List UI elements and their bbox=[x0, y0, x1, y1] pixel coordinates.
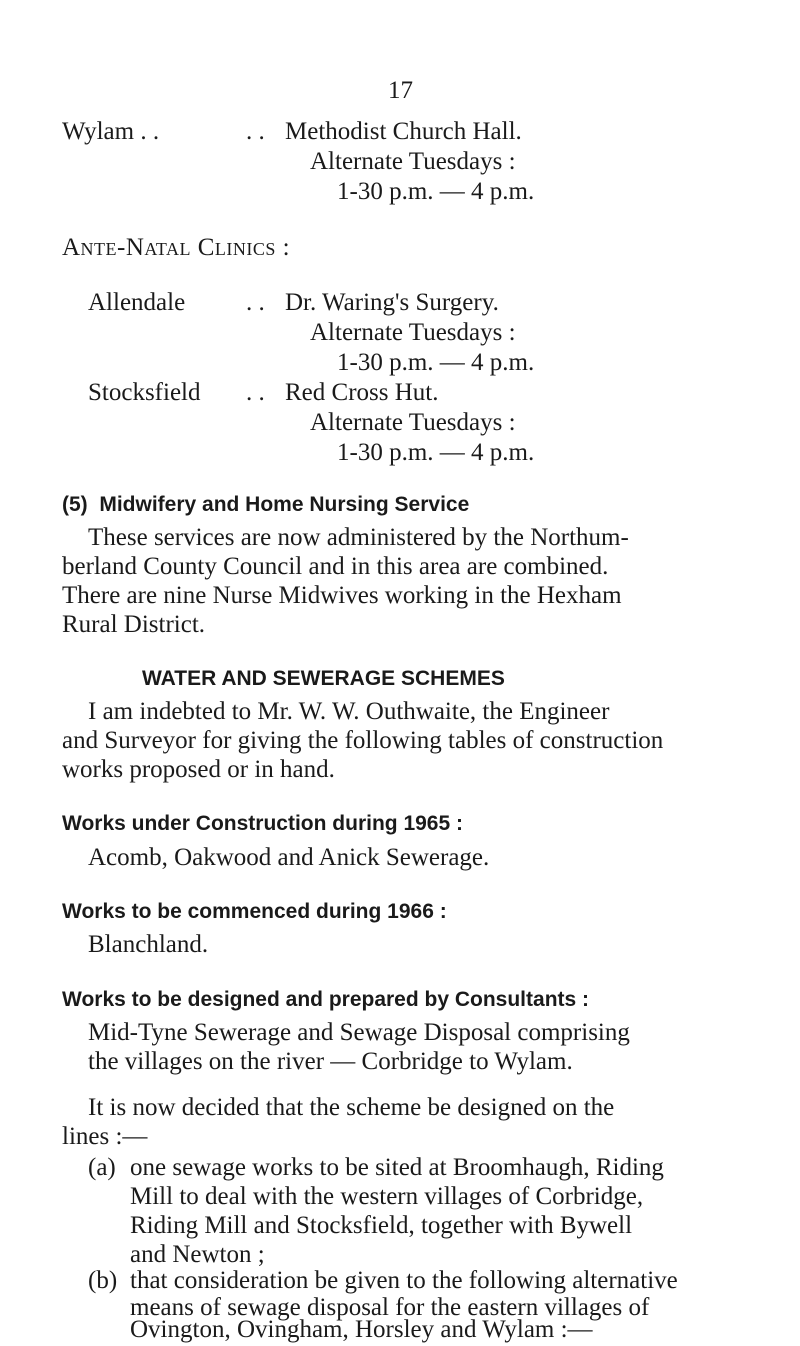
commenced-heading: Works to be commenced during 1966 : bbox=[62, 900, 447, 923]
item-label: (a) bbox=[88, 1154, 116, 1181]
construction-heading: Works under Construction during 1965 : bbox=[62, 812, 463, 835]
schedule-frequency: Alternate Tuesdays : bbox=[310, 148, 516, 175]
clinic-leader: . . bbox=[246, 289, 265, 316]
clinic-venue: Red Cross Hut. bbox=[285, 379, 439, 406]
water-line: works proposed or in hand. bbox=[62, 756, 335, 783]
midwifery-line: berland County Council and in this area are combined. bbox=[62, 553, 609, 580]
item-line: means of sewage disposal for the eastern villages of bbox=[130, 1294, 650, 1321]
clinic-place: Allendale bbox=[88, 289, 186, 316]
schedule-place: Wylam . . bbox=[62, 118, 160, 145]
decided-line: It is now decided that the scheme be designed on the bbox=[88, 1094, 615, 1121]
clinic-leader: . . bbox=[246, 379, 265, 406]
clinic-frequency: Alternate Tuesdays : bbox=[310, 319, 516, 346]
ante-natal-heading: Ante-Natal Clinics : bbox=[62, 234, 291, 261]
item-line: and Newton ; bbox=[130, 1241, 265, 1268]
clinic-frequency: Alternate Tuesdays : bbox=[310, 409, 516, 436]
decided-line: lines :— bbox=[62, 1123, 148, 1150]
water-heading: WATER AND SEWERAGE SCHEMES bbox=[142, 667, 505, 690]
construction-text: Acomb, Oakwood and Anick Sewerage. bbox=[88, 844, 490, 871]
clinic-hours: 1-30 p.m. — 4 p.m. bbox=[337, 439, 535, 466]
designed-line: Mid-Tyne Sewerage and Sewage Disposal comprising bbox=[88, 1019, 630, 1046]
schedule-leader: . . bbox=[246, 118, 265, 145]
water-line: and Surveyor for giving the following tables of construction bbox=[62, 727, 664, 754]
item-line: one sewage works to be sited at Broomhaugh, Riding bbox=[130, 1154, 664, 1181]
item-label: (b) bbox=[88, 1267, 118, 1294]
schedule-hours: 1-30 p.m. — 4 p.m. bbox=[337, 178, 535, 205]
item-line: Mill to deal with the western villages of Corbridge, bbox=[130, 1183, 644, 1210]
midwifery-heading: (5) Midwifery and Home Nursing Service bbox=[62, 493, 470, 516]
designed-heading: Works to be designed and prepared by Consultants : bbox=[62, 988, 590, 1011]
midwifery-line: There are nine Nurse Midwives working in the Hexham bbox=[62, 582, 622, 609]
designed-line: the villages on the river — Corbridge to Wylam. bbox=[88, 1048, 573, 1075]
midwifery-line: Rural District. bbox=[62, 611, 206, 638]
item-line: Riding Mill and Stocksfield, together with Bywell bbox=[130, 1212, 633, 1239]
water-line: I am indebted to Mr. W. W. Outhwaite, the Engineer bbox=[88, 698, 610, 725]
page-number: 17 bbox=[388, 77, 413, 104]
midwifery-line: These services are now administered by the Northum- bbox=[88, 524, 629, 551]
item-line: Ovington, Ovingham, Horsley and Wylam :— bbox=[130, 1316, 593, 1343]
commenced-text: Blanchland. bbox=[88, 931, 209, 958]
item-line: that consideration be given to the following alternative bbox=[130, 1267, 678, 1294]
schedule-venue: Methodist Church Hall. bbox=[285, 118, 522, 145]
clinic-hours: 1-30 p.m. — 4 p.m. bbox=[337, 349, 535, 376]
clinic-venue: Dr. Waring's Surgery. bbox=[285, 289, 499, 316]
clinic-place: Stocksfield bbox=[88, 379, 201, 406]
